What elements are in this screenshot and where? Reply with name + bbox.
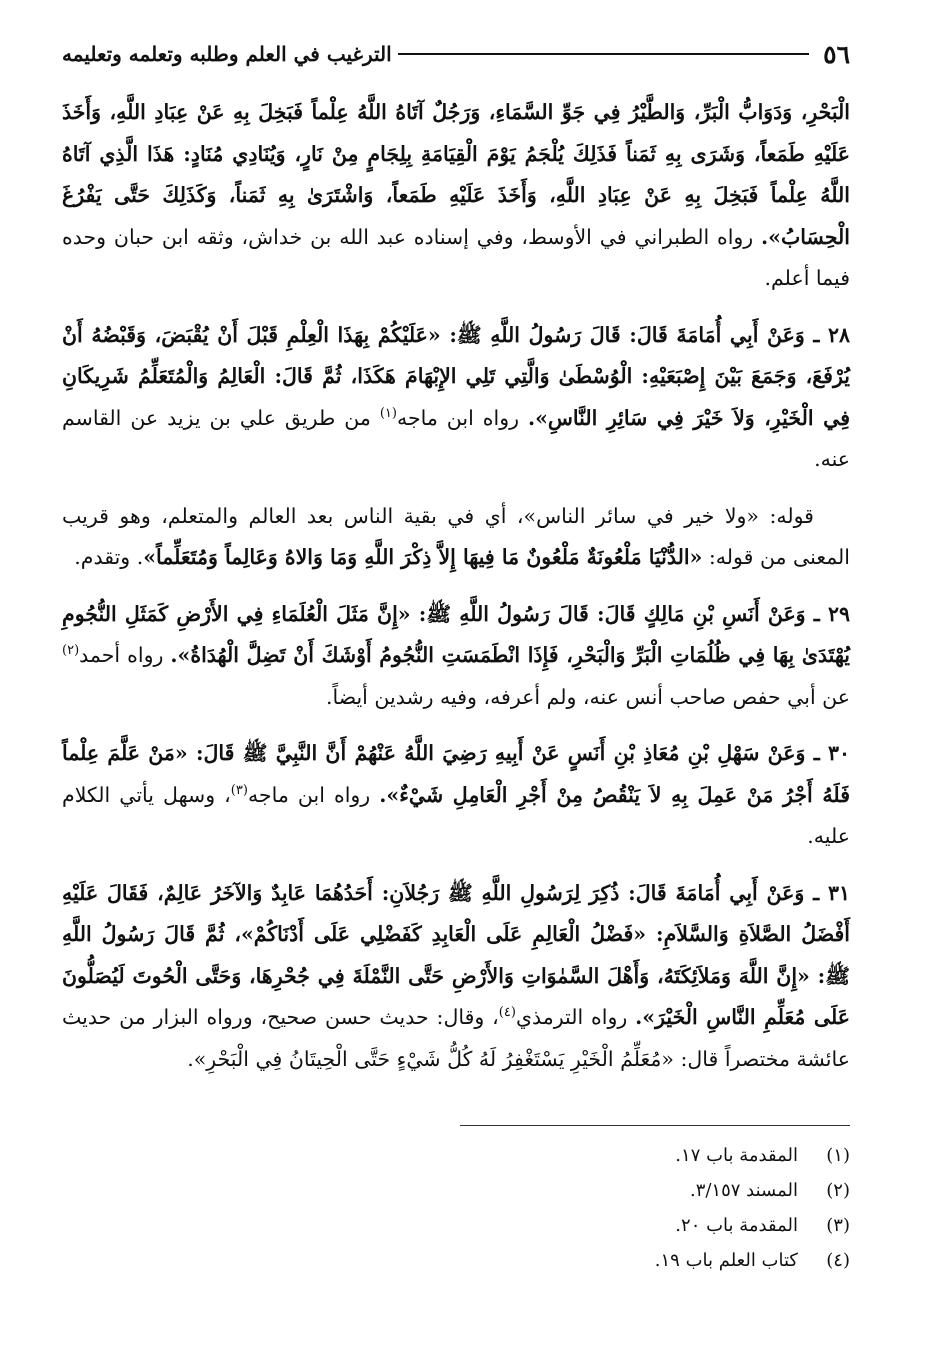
commentary-tail: . وتقدم. bbox=[74, 545, 144, 569]
source-text: رواه أحمد bbox=[79, 643, 171, 667]
commentary-text: عن أبي حفص صاحب أنس عنه، ولم أعرفه، وفيه رشدين أيضاً. bbox=[325, 684, 850, 709]
hadith-number: ٣١ ـ bbox=[813, 880, 850, 905]
footnote-text: المسند ٣/١٥٧. bbox=[689, 1180, 798, 1201]
quoted-hadith: «الدُّنْيَا مَلْعُونَةٌ مَلْعُونٌ مَا فِيهَا إِلاَّ ذِكْرَ اللَّهِ وَمَا وَالاهُ وَعَالِماً وَمُتَعَلِّماً» bbox=[143, 545, 703, 569]
header-rule bbox=[398, 53, 809, 55]
footnote-text: المقدمة باب ١٧. bbox=[675, 1145, 798, 1166]
footnote-number: (١) bbox=[826, 1145, 850, 1166]
source-text: رواه الترمذي bbox=[515, 1005, 636, 1029]
page-number: ٥٦ bbox=[823, 39, 850, 69]
page-body bbox=[62, 92, 850, 1095]
source-text: رواه ابن ماجه bbox=[247, 782, 380, 807]
hadith-29 bbox=[62, 594, 850, 719]
commentary-text: ، وقال: حديث حسن صحيح، ورواه البزار من حديث عائشة مختصراً قال: «مُعَلِّمُ الْخَيْرِ يَسْتَغْفِرُ لَهُ كُلُّ شَيْءٍ حَتَّى الْحِيتَانُ فِي الْبَحْرِ». bbox=[62, 1005, 850, 1071]
footnote-number: (٤) bbox=[826, 1250, 850, 1271]
footnote-text: المقدمة باب ٢٠. bbox=[675, 1215, 798, 1236]
commentary-paragraph bbox=[62, 496, 850, 579]
commentary-text: من طريق علي بن يزيد عن القاسم عنه. bbox=[62, 405, 850, 471]
footnote-ref: (٢) bbox=[62, 643, 80, 659]
footnote-ref: (٣) bbox=[230, 782, 248, 798]
footnote-number: (٢) bbox=[826, 1180, 850, 1201]
hadith-28 bbox=[62, 315, 850, 481]
footnote-number: (٣) bbox=[826, 1215, 850, 1236]
footnote-item bbox=[400, 1208, 850, 1243]
hadith-text: وَعَنْ أَبِي أُمَامَةَ قَالَ: ذُكِرَ لِرَسُولِ اللَّهِ ﷺ رَجُلاَنِ: أَحَدُهُمَا عَابِدٌ وَالآخَرُ عَالِمٌ، فَقَالَ عَلَيْهِ أَفْضَلُ الصَّلاَةِ وَالسَّلاَمِ: «فَضْلُ الْعَالِمِ عَلَى الْعَابِدِ كَفَضْلِي عَلَى أَدْنَاكُمْ»، ثُمَّ قَالَ رَسُولُ اللَّهِ ﷺ: «إِنَّ اللَّهَ وَمَلاَئِكَتَهُ، وَأَهْلَ السَّمٰوَاتِ وَالأَرْضِ حَتَّى النَّمْلَةَ فِي جُحْرِهَا، وَحَتَّى الْحُوتَ لَيُصَلُّونَ عَلَى مُعَلِّمِ النَّاسِ الْخَيْرَ». bbox=[62, 880, 850, 1029]
hadith-text: الْبَحْرِ، وَدَوَابُّ الْبَرِّ، وَالطَّيْرُ فِي جَوِّ السَّمَاءِ، وَرَجُلٌ آتَاهُ اللَّهُ عِلْماً فَبَخِلَ بِهِ عَنْ عِبَادِ اللَّهِ، وَأَخَذَ عَلَيْهِ طَمَعاً، وَشَرَى بِهِ ثَمَناً فَذَلِكَ يُلْجَمُ يَوْمَ الْقِيَامَةِ بِلِجَامٍ مِنْ نَارٍ، وَيُنَادِي مُنَادٍ: هَذَا الَّذِي آتَاهُ اللَّهُ عِلْماً فَبَخِلَ بِهِ عَنْ عِبَادِ اللَّهِ، وَأَخَذَ عَلَيْهِ طَمَعاً، وَاشْتَرَىٰ بِهِ ثَمَناً، وَكَذَلِكَ حَتَّى يَفْرُغَ الْحِسَابُ». bbox=[62, 100, 850, 249]
hadith-text: وَعَنْ أَبِي أُمَامَةَ قَالَ: قَالَ رَسُولُ اللَّهِ ﷺ: «عَلَيْكُمْ بِهَذَا الْعِلْمِ قَبْلَ أَنْ يُقْبَضَ، وَقَبْضُهُ أَنْ يُرْفَعَ، وَجَمَعَ بَيْنَ إِصْبَعَيْهِ: الْوُسْطَىٰ وَالَّتِي تَلِي الإِبْهَامَ هَكَذَا، ثُمَّ قَالَ: الْعَالِمُ وَالْمُتَعَلِّمُ شَرِيكَانِ فِي الْخَيْرِ، وَلاَ خَيْرَ فِي سَائِرِ النَّاسِ». bbox=[62, 322, 851, 430]
footnotes bbox=[400, 1138, 850, 1278]
hadith-31 bbox=[62, 873, 850, 1081]
hadith-text: وَعَنْ سَهْلِ بْنِ مُعَاذِ بْنِ أَنَسٍ عَنْ أَبِيهِ رَضِيَ اللَّهُ عَنْهُمْ أَنَّ النَّبِيَّ ﷺ قَالَ: «مَنْ عَلَّمَ عِلْماً فَلَهُ أَجْرُ مَنْ عَمِلَ بِهِ لاَ يَنْقُصُ مِنْ أَجْرِ الْعَامِلِ شَيْءٌ». bbox=[62, 741, 850, 807]
running-title: الترغيب في العلم وطلبه وتعلمه وتعليمه bbox=[62, 42, 392, 66]
paragraph-continuation bbox=[62, 92, 850, 300]
footnote-item bbox=[400, 1138, 850, 1173]
hadith-number: ٢٩ ـ bbox=[813, 601, 850, 626]
footnote-separator bbox=[460, 1125, 850, 1126]
footnote-text: كتاب العلم باب ١٩. bbox=[654, 1250, 798, 1271]
hadith-number: ٣٠ ـ bbox=[813, 741, 850, 765]
source-text: رواه ابن ماجه bbox=[396, 405, 528, 430]
page-header bbox=[62, 34, 850, 74]
footnote-item bbox=[400, 1173, 850, 1208]
hadith-number: ٢٨ ـ bbox=[813, 322, 850, 347]
footnote-ref: (١) bbox=[379, 405, 397, 421]
footnote-item bbox=[400, 1243, 850, 1278]
hadith-30 bbox=[62, 733, 850, 858]
commentary-text: قوله: «ولا خير في سائر الناس»، أي في بقية الناس بعد العالم والمتعلم، وهو قريب المعنى من قوله: bbox=[62, 503, 850, 569]
hadith-text: وَعَنْ أَنَسِ بْنِ مَالِكٍ قَالَ: قَالَ رَسُولُ اللَّهِ ﷺ: «إِنَّ مَثَلَ الْعُلَمَاءِ فِي الأَرْضِ كَمَثَلِ النُّجُومِ يُهْتَدَىٰ بِهَا فِي ظُلُمَاتِ الْبَرِّ وَالْبَحْرِ، فَإِذَا انْطَمَسَتِ النُّجُومُ أَوْشَكَ أَنْ تَضِلَّ الْهُدَاةُ». bbox=[62, 601, 850, 667]
commentary-text: رواه الطبراني في الأوسط، وفي إسناده عبد الله بن خداش، وثقه ابن حبان وحده فيما أعلم. bbox=[62, 224, 850, 290]
footnote-ref: (٤) bbox=[498, 1005, 516, 1021]
commentary-text: ، وسهل يأتي الكلام عليه. bbox=[62, 782, 850, 848]
